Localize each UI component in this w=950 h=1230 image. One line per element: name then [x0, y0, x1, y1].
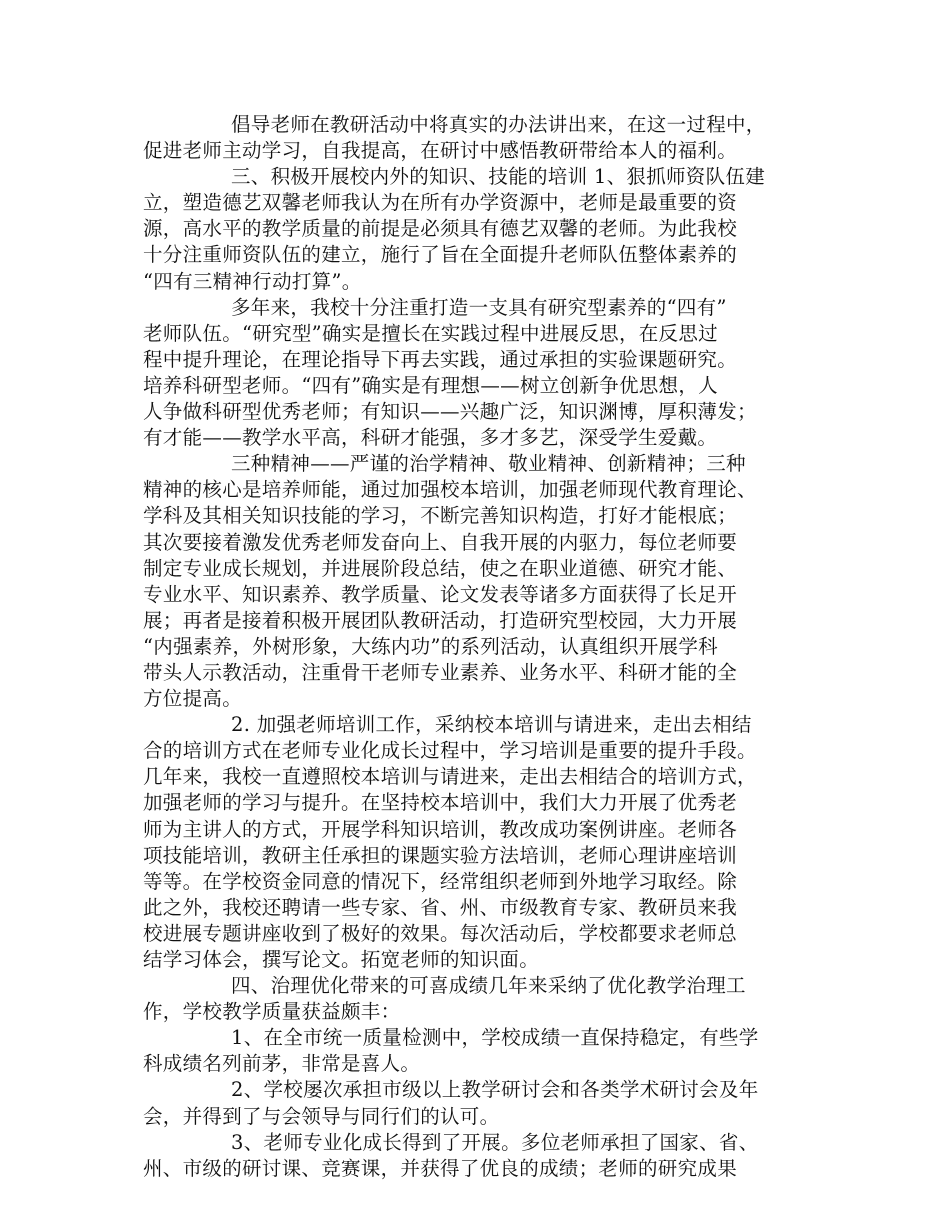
text-line: 十分注重师资队伍的建立，施行了旨在全面提升老师队伍整体素养的: [143, 243, 738, 267]
paragraph-first-line: 多年来，我校十分注重打造一支具有研究型素养的“四有”: [231, 295, 727, 319]
text-line: 校进展专题讲座收到了极好的效果。每次活动后，学校都要求老师总: [143, 921, 738, 945]
text-line: 此之外，我校还聘请一些专家、省、州、市级教育专家、教研员来我: [143, 895, 738, 919]
text-line: “四有三精神行动打算”。: [143, 269, 362, 293]
paragraph-first-line: 3、老师专业化成长得到了开展。多位老师承担了国家、省、: [231, 1130, 759, 1154]
text-line: 促进老师主动学习，自我提高，在研讨中感悟教研带给本人的福利。: [143, 139, 738, 163]
paragraph-first-line: 四、治理优化带来的可喜成绩几年来采纳了优化教学治理工: [231, 974, 746, 998]
text-line: 其次要接着激发优秀老师发奋向上、自我开展的内驱力，每位老师要: [143, 530, 738, 554]
text-line: 加强老师的学习与提升。在坚持校本培训中，我们大力开展了优秀老: [143, 791, 738, 815]
text-line: 学科及其相关知识技能的学习，不断完善知识构造，打好才能根底；: [143, 504, 738, 528]
text-line: 展；再者是接着积极开展团队教研活动，打造研究型校园，大力开展: [143, 608, 738, 632]
text-line: 州、市级的研讨课、竞赛课，并获得了优良的成绩；老师的研究成果: [143, 1156, 738, 1180]
text-line: 制定专业成长规划，并进展阶段总结，使之在职业道德、研究才能、: [143, 556, 738, 580]
paragraph-first-line: 2. 加强老师培训工作，采纳校本培训与请进来，走出去相结: [231, 713, 752, 737]
text-line: 有才能——教学水平高，科研才能强，多才多艺，深受学生爱戴。: [143, 426, 718, 450]
text-line: 几年来，我校一直遵照校本培训与请进来，走出去相结合的培训方式，: [143, 765, 757, 789]
text-line: 人争做科研型优秀老师；有知识——兴趣广泛，知识渊博，厚积薄发；: [143, 400, 757, 424]
paragraph-first-line: 1、在全市统一质量检测中，学校成绩一直保持稳定，有些学: [231, 1026, 759, 1050]
text-line: 科成绩名列前茅，非常是喜人。: [143, 1052, 421, 1076]
paragraph-first-line: 三、积极开展校内外的知识、技能的培训 1、狠抓师资队伍建: [231, 165, 766, 189]
paragraph-first-line: 2、学校屡次承担市级以上教学研讨会和各类学术研讨会及年: [231, 1078, 759, 1102]
text-line: 带头人示教活动，注重骨干老师专业素养、业务水平、科研才能的全: [143, 660, 738, 684]
text-line: 培养科研型老师。“四有”确实是有理想——树立创新争优思想，人: [143, 373, 718, 397]
text-line: 合的培训方式在老师专业化成长过程中，学习培训是重要的提升手段。: [143, 739, 757, 763]
text-line: 程中提升理论，在理论指导下再去实践，通过承担的实验课题研究。: [143, 347, 738, 371]
text-line: 会，并得到了与会领导与同行们的认可。: [143, 1104, 500, 1128]
document-body: [143, 112, 813, 1182]
text-line: 源，高水平的教学质量的前提是必须具有德艺双馨的老师。为此我校: [143, 217, 738, 241]
text-line: 作，学校教学质量获益颇丰：: [143, 1000, 401, 1024]
text-line: 结学习体会，撰写论文。拓宽老师的知识面。: [143, 948, 540, 971]
paragraph-first-line: 倡导老师在教研活动中将真实的办法讲出来，在这一过程中，: [231, 113, 766, 136]
text-line: 精神的核心是培养师能，通过加强校本培训，加强老师现代教育理论、: [143, 478, 757, 502]
text-line: 老师队伍。“研究型”确实是擅长在实践过程中进展反思，在反思过: [143, 321, 718, 345]
text-line: 立，塑造德艺双馨老师我认为在所有办学资源中，老师是最重要的资: [143, 191, 738, 215]
paragraph-first-line: 三种精神——严谨的治学精神、敬业精神、创新精神；三种: [231, 452, 746, 476]
text-line: 项技能培训，教研主任承担的课题实验方法培训，老师心理讲座培训: [143, 843, 738, 867]
text-line: 方位提高。: [143, 687, 243, 711]
text-line: 师为主讲人的方式，开展学科知识培训，教改成功案例讲座。老师各: [143, 817, 738, 841]
text-line: 专业水平、知识素养、教学质量、论文发表等诸多方面获得了长足开: [143, 582, 738, 606]
text-line: “内强素养，外树形象，大练内功”的系列活动，认真组织开展学科: [143, 634, 718, 658]
text-line: 等等。在学校资金同意的情况下，经常组织老师到外地学习取经。除: [143, 869, 738, 893]
